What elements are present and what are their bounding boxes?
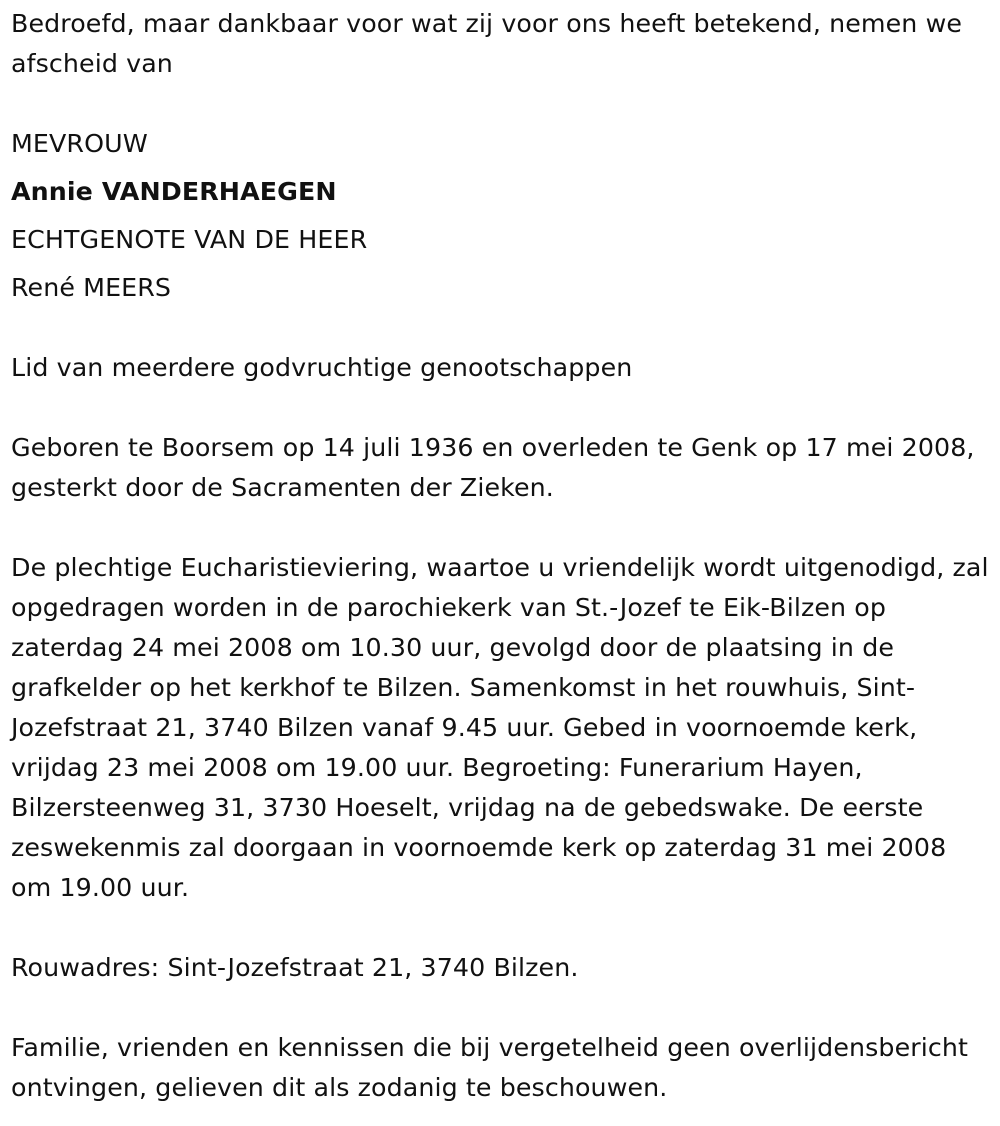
address-paragraph: Rouwadres: Sint-Jozefstraat 21, 3740 Bilzen. (11, 953, 579, 982)
spacer (11, 388, 990, 428)
spacer (11, 908, 990, 948)
spouse-label: ECHTGENOTE VAN DE HEER (11, 225, 368, 254)
intro-paragraph: Bedroefd, maar dankbaar voor wat zij voor ons heeft betekend, nemen we afscheid van (11, 9, 963, 78)
spacer (11, 84, 990, 124)
birth-death-paragraph: Geboren te Boorsem op 14 juli 1936 en overleden te Genk op 17 mei 2008, gesterkt door de Sacramenten der Zieken. (11, 433, 975, 502)
membership-paragraph: Lid van meerdere godvruchtige genootschappen (11, 353, 633, 382)
spouse-name: René MEERS (11, 273, 172, 302)
ceremony-paragraph: De plechtige Eucharistieviering, waartoe u vriendelijk wordt uitgenodigd, zal opgedragen worden in de parochiekerk van St.-Jozef te Eik-Bilzen op zaterdag 24 mei 2008 om 10.30 uur, gevolgd door de plaatsing in de grafkelder op het kerkhof te Bilzen. Samenkomst in het rouwhuis, Sint-Jozefstraat 21, 3740 Bilzen vanaf 9.45 uur. Gebed in voornoemde kerk, vrijdag 23 mei 2008 om 19.00 uur. Begroeting: Funerarium Hayen, Bilzersteenweg 31, 3730 Hoeselt, vrijdag na de gebedswake. De eerste zeswekenmis zal doorgaan in voornoemde kerk op zaterdag 31 mei 2008 om 19.00 uur. (11, 553, 989, 902)
name-block (11, 120, 990, 312)
spacer (11, 988, 990, 1028)
closing-paragraph: Familie, vrienden en kennissen die bij vergetelheid geen overlijdensbericht ontvingen, gelieven dit als zodanig te beschouwen. (11, 1033, 969, 1102)
spacer (11, 508, 990, 548)
spacer (11, 308, 990, 348)
deceased-name: Annie VANDERHAEGEN (11, 177, 337, 206)
honorific-title: MEVROUW (11, 129, 148, 158)
